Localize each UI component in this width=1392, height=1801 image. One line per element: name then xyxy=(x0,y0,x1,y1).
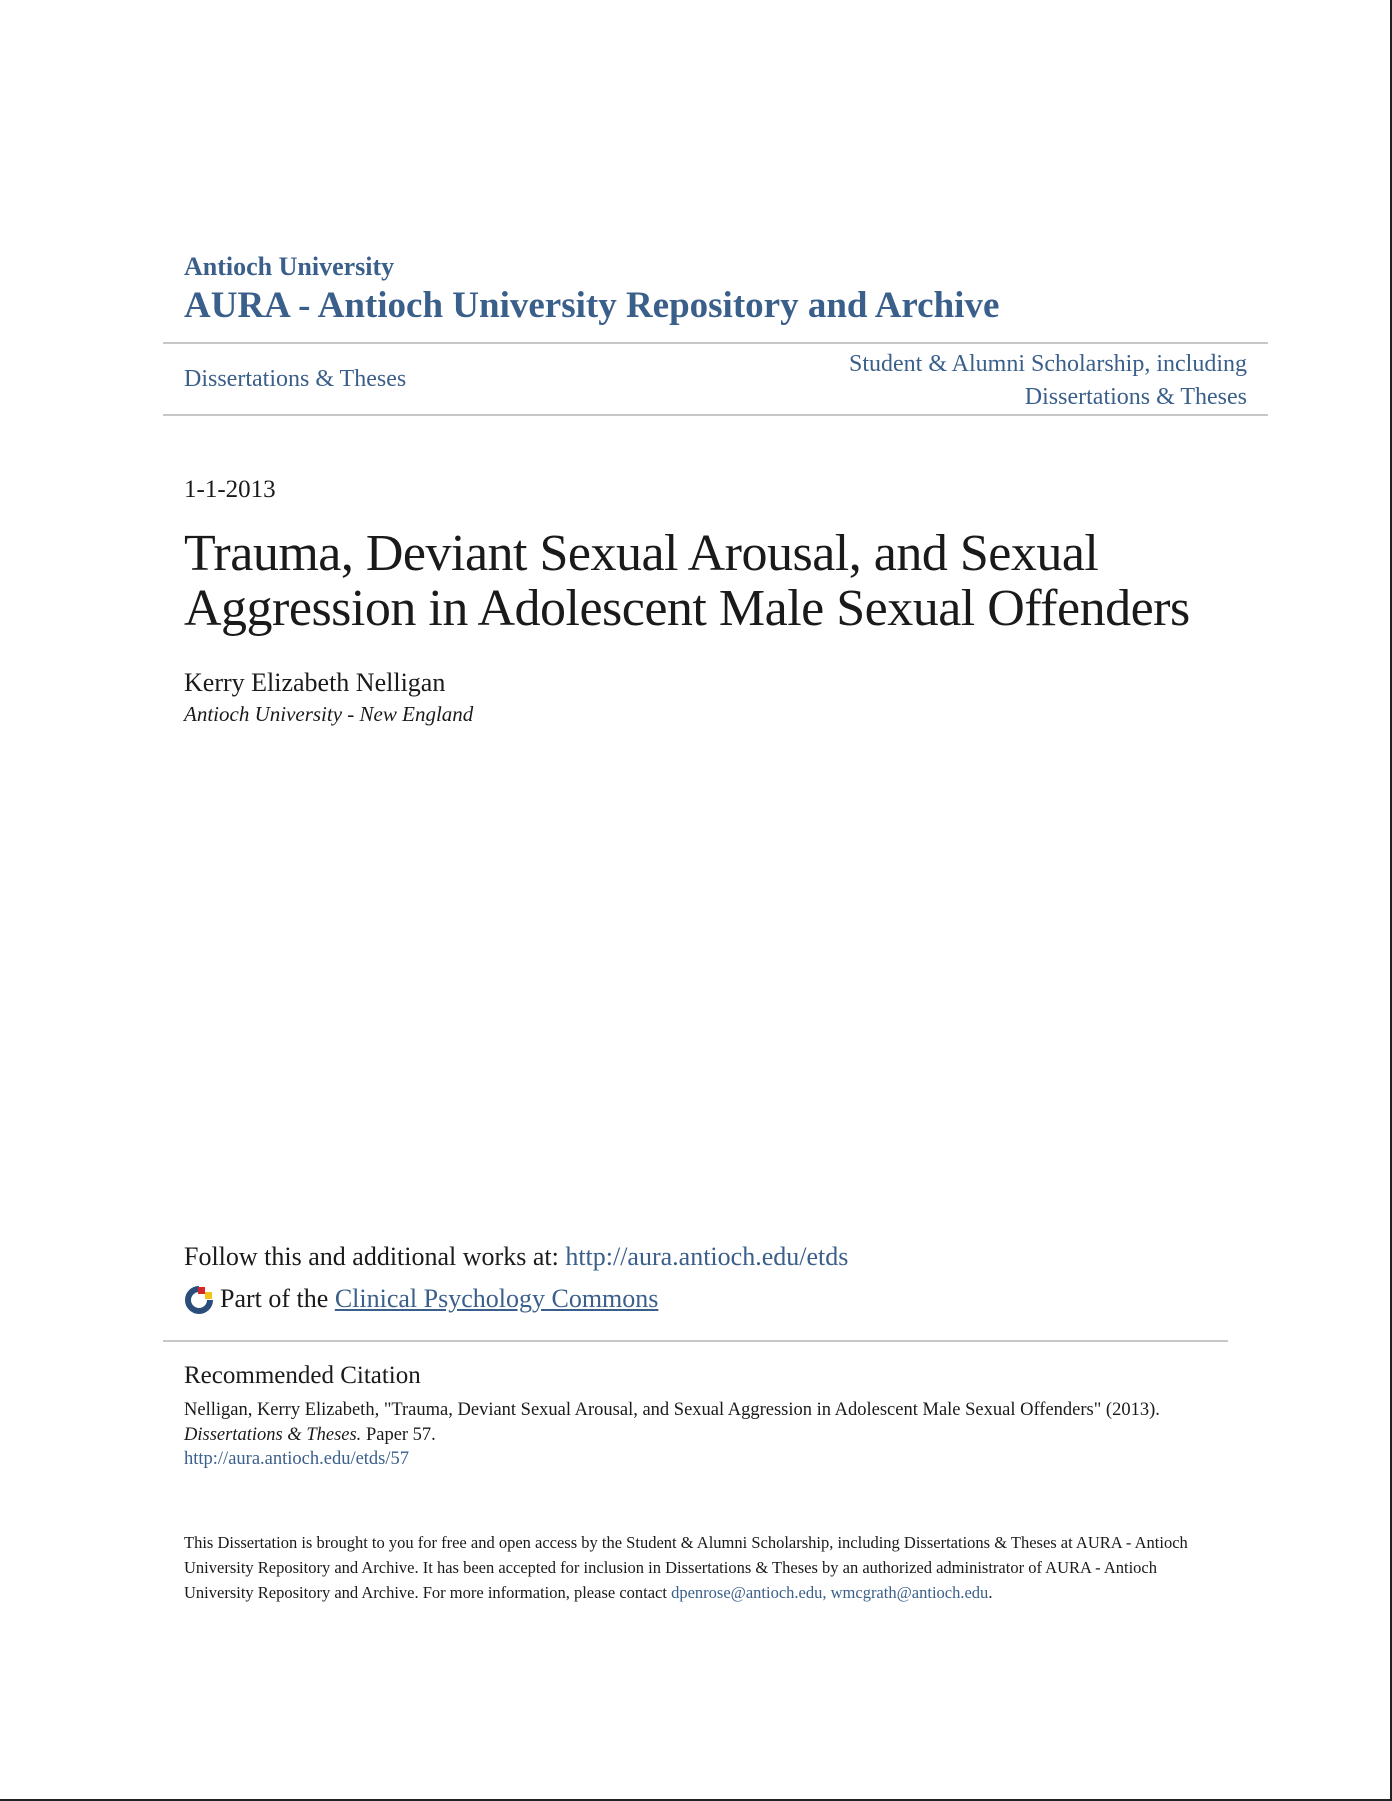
citation-series: Dissertations & Theses. xyxy=(184,1424,362,1445)
author-name: Kerry Elizabeth Nelligan xyxy=(184,668,446,697)
repository-header xyxy=(184,252,999,328)
series-right-line1: Student & Alumni Scholarship, including xyxy=(849,351,1247,377)
series-link-right[interactable] xyxy=(687,348,1247,414)
author-affiliation: Antioch University - New England xyxy=(184,702,474,726)
citation-line-2 xyxy=(184,1423,1244,1448)
notice-end: . xyxy=(988,1583,993,1602)
partof-prefix: Part of the xyxy=(220,1284,329,1313)
title-line-2: Aggression in Adolescent Male Sexual Offenders xyxy=(184,580,1190,637)
publication-date: 1-1-2013 xyxy=(184,476,276,503)
access-notice xyxy=(184,1530,1214,1605)
document-title xyxy=(184,526,1244,636)
citation-line-1: Nelligan, Kerry Elizabeth, "Trauma, Deviant Sexual Arousal, and Sexual Aggression in Adolescent Male Sexual Offenders" (2013). xyxy=(184,1400,1160,1420)
digital-commons-icon xyxy=(184,1284,214,1314)
follow-line xyxy=(184,1242,848,1272)
contact-email-link[interactable]: dpenrose@antioch.edu, wmcgrath@antioch.edu xyxy=(671,1583,989,1602)
series-right-line2: Dissertations & Theses xyxy=(1024,384,1247,410)
citation-url-link[interactable]: http://aura.antioch.edu/etds/57 xyxy=(184,1449,410,1469)
recommended-citation-heading: Recommended Citation xyxy=(184,1362,421,1389)
repository-name[interactable]: AURA - Antioch University Repository and Archive xyxy=(184,285,1000,326)
clinical-psychology-commons-link[interactable]: Clinical Psychology Commons xyxy=(334,1284,659,1313)
citation-block xyxy=(184,1398,1244,1472)
follow-prefix: Follow this and additional works at: xyxy=(184,1242,566,1271)
institution-name: Antioch University xyxy=(184,252,395,281)
part-of-line xyxy=(184,1284,658,1314)
citation-paper: Paper 57. xyxy=(361,1424,436,1445)
title-line-1: Trauma, Deviant Sexual Arousal, and Sexual xyxy=(184,525,1099,582)
follow-url-link[interactable]: http://aura.antioch.edu/etds xyxy=(565,1242,849,1271)
header-rule-top xyxy=(163,342,1268,344)
header-rule-bottom xyxy=(163,414,1268,416)
series-link-left[interactable]: Dissertations & Theses xyxy=(184,366,407,392)
citation-rule xyxy=(163,1340,1228,1342)
notice-text: This Dissertation is brought to you for free and open access by the Student & Alumni Scholarship, including Dissertations & Theses at AURA - Antioch University Repository and Archive. It has been accepted for inclusion in Dissertations & Theses by an authorized administrator of AURA - Antioch University Repository and Archive. For more information, please contact xyxy=(184,1533,1188,1602)
